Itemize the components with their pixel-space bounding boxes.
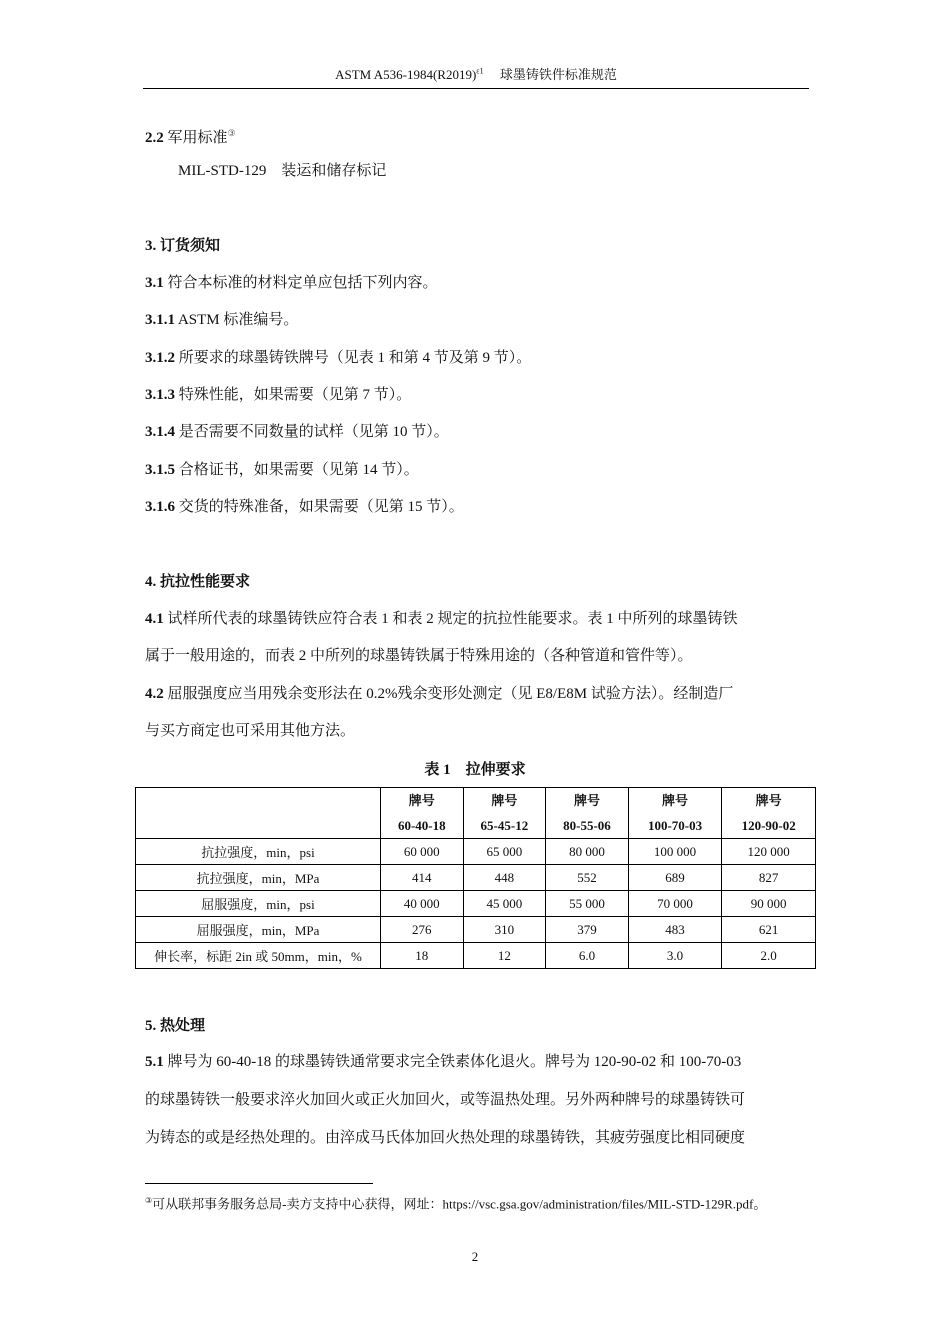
table-cell: 689 [628, 865, 722, 891]
table-cell: 827 [722, 865, 816, 891]
list-item: 3.1.5 合格证书，如果需要（见第 14 节）。 [145, 462, 419, 478]
table-cell: 621 [722, 917, 816, 943]
section-5-heading: 5. 热处理 [145, 1018, 206, 1034]
section-number: 2.2 [145, 130, 164, 146]
table-cell: 483 [628, 917, 722, 943]
section-4-heading: 4. 抗拉性能要求 [145, 574, 251, 590]
tensile-requirements-table [135, 787, 816, 969]
list-item: 3.1.4 是否需要不同数量的试样（见第 10 节）。 [145, 424, 449, 440]
table-cell: 552 [546, 865, 629, 891]
table-cell: 448 [463, 865, 546, 891]
header-rule [143, 88, 809, 89]
table-cell: 65 000 [463, 839, 546, 865]
table-cell: 310 [463, 917, 546, 943]
paragraph-5-1-line3: 为铸态的或是经热处理的。由淬成马氏体加回火热处理的球墨铸铁，其疲劳强度比相同硬度 [145, 1130, 746, 1146]
grade-header: 牌号 120-90-02 [722, 788, 816, 839]
row-label: 抗拉强度，min，MPa [136, 865, 381, 891]
list-item: 3.1.3 特殊性能，如果需要（见第 7 节）。 [145, 387, 412, 403]
header-title: 球墨铸铁件标准规范 [499, 67, 617, 82]
row-label: 抗拉强度，min，psi [136, 839, 381, 865]
table-cell: 40 000 [381, 891, 464, 917]
footnote-text: 可从联邦事务服务总局-卖方支持中心获得，网址：https://vsc.gsa.gov/administration/files/MIL-STD-129R.pdf。 [152, 1196, 767, 1212]
table-cell: 6.0 [546, 943, 629, 969]
table-cell: 18 [381, 943, 464, 969]
section-3-heading: 3. 订货须知 [145, 238, 221, 254]
paragraph-5-1-line2: 的球墨铸铁一般要求淬火加回火或正火加回火，或等温热处理。另外两种牌号的球墨铸铁可 [145, 1092, 746, 1108]
table-cell: 100 000 [628, 839, 722, 865]
table-cell: 70 000 [628, 891, 722, 917]
section-title: 军用标准 [167, 130, 228, 146]
paragraph-5-1: 5.1 牌号为 60-40-18 的球墨铸铁通常要求完全铁素体化退火。牌号为 120-90-02 和 100-70-03 [145, 1054, 742, 1070]
table-header-row [136, 788, 816, 839]
section-2-2-heading [145, 123, 236, 148]
header-empty-cell [136, 788, 381, 839]
footnote [145, 1192, 805, 1213]
paragraph-4-2: 4.2 屈服强度应当用残余变形法在 0.2%残余变形处测定（见 E8/E8M 试验方法）。经制造厂 [145, 686, 734, 702]
grade-header: 牌号 100-70-03 [628, 788, 722, 839]
table-row [136, 943, 816, 969]
header-superscript: ε1 [476, 66, 484, 76]
table-cell: 379 [546, 917, 629, 943]
table-cell: 2.0 [722, 943, 816, 969]
table-row [136, 839, 816, 865]
list-item: 3.1.1 ASTM 标准编号。 [145, 312, 299, 328]
list-item: 3.1 符合本标准的材料定单应包括下列内容。 [145, 275, 438, 291]
grade-header: 牌号 65-45-12 [463, 788, 546, 839]
table-cell: 80 000 [546, 839, 629, 865]
grade-header: 牌号 80-55-06 [546, 788, 629, 839]
header-standard-code: ASTM A536-1984(R2019) [335, 67, 477, 82]
table-cell: 120 000 [722, 839, 816, 865]
paragraph-4-1-cont: 属于一般用途的，而表 2 中所列的球墨铸铁属于特殊用途的（各种管道和管件等）。 [145, 648, 693, 664]
table-row [136, 865, 816, 891]
table-row [136, 917, 816, 943]
row-label: 屈服强度，min，psi [136, 891, 381, 917]
table-1-title: 表 1 拉伸要求 [424, 762, 526, 778]
footnote-rule [145, 1183, 373, 1184]
table-cell: 3.0 [628, 943, 722, 969]
table-row [136, 891, 816, 917]
table-cell: 12 [463, 943, 546, 969]
mil-std-item: MIL-STD-129 装运和储存标记 [178, 163, 387, 179]
page-number: 2 [471, 1249, 479, 1264]
table-cell: 45 000 [463, 891, 546, 917]
row-label: 伸长率，标距 2in 或 50mm，min，% [136, 943, 381, 969]
table-cell: 90 000 [722, 891, 816, 917]
grade-header: 牌号 60-40-18 [381, 788, 464, 839]
running-header [143, 64, 809, 83]
table-cell: 55 000 [546, 891, 629, 917]
list-item: 3.1.2 所要求的球墨铸铁牌号（见表 1 和第 4 节及第 9 节）。 [145, 350, 532, 366]
paragraph-4-1: 4.1 试样所代表的球墨铸铁应符合表 1 和表 2 规定的抗拉性能要求。表 1 中所列的球墨铸铁 [145, 611, 738, 627]
footnote-mark: ③ [145, 1196, 153, 1205]
footnote-ref: ③ [227, 128, 236, 138]
table-cell: 414 [381, 865, 464, 891]
table-cell: 276 [381, 917, 464, 943]
row-label: 屈服强度，min，MPa [136, 917, 381, 943]
paragraph-4-2-cont: 与买方商定也可采用其他方法。 [145, 723, 356, 739]
table-cell: 60 000 [381, 839, 464, 865]
list-item: 3.1.6 交货的特殊准备，如果需要（见第 15 节）。 [145, 499, 464, 515]
